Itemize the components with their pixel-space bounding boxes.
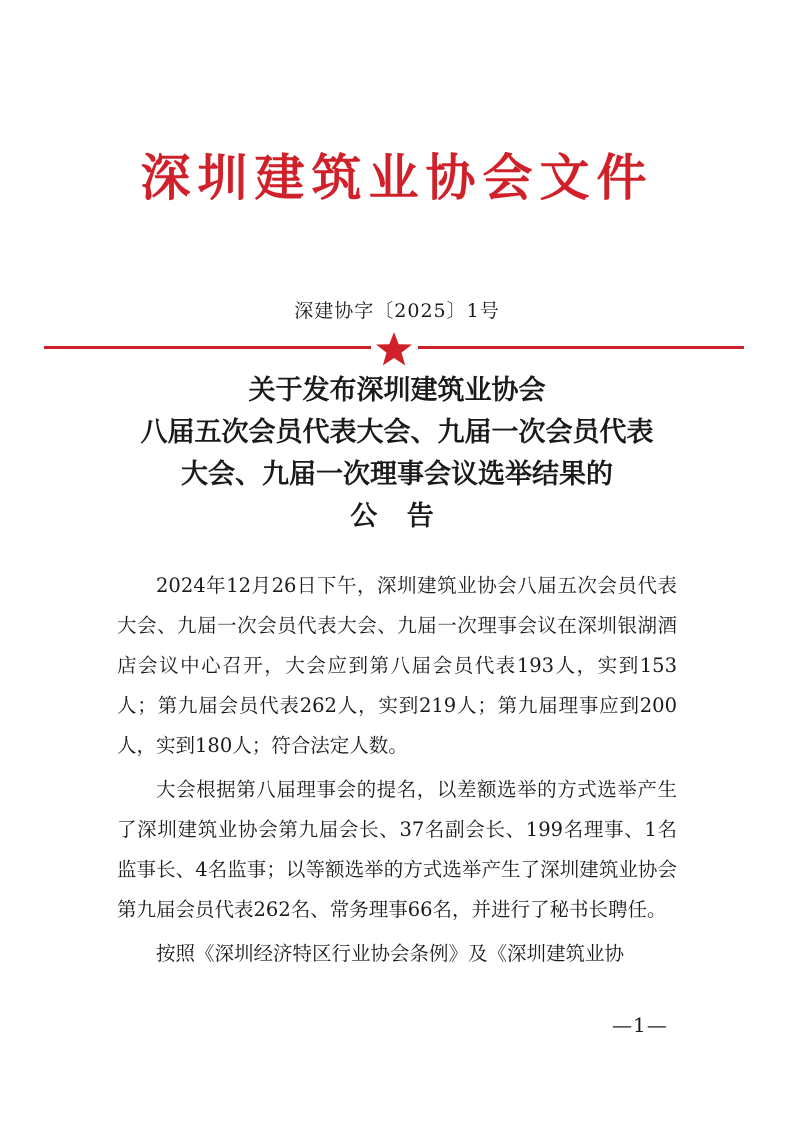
body-paragraph: 大会根据第八届理事会的提名，以差额选举的方式选举产生了深圳建筑业协会第九届会长、37名副会长、199名理事、1名监事长、4名监事；以等额选举的方式选举产生了深圳建筑业协会第九届会员代表262名、常务理事66名，并进行了秘书长聘任。: [117, 778, 677, 921]
star-icon: [374, 331, 414, 367]
notice-title-line: 关于发布深圳建筑业协会: [248, 375, 546, 406]
body-paragraph: 2024年12月26日下午，深圳建筑业协会八届五次会员代表大会、九届一次会员代表大会、九届一次理事会议在深圳银湖酒店会议中心召开，大会应到第八届会员代表193人，实到153人；第九届会员代表262人，实到219人；第九届理事应到200人，实到180人；符合法定人数。: [117, 574, 677, 757]
red-divider-left: [44, 346, 371, 349]
notice-title: [0, 370, 794, 538]
document-body: [117, 566, 677, 978]
notice-title-line: 大会、九届一次理事会议选举结果的: [181, 459, 613, 490]
notice-title-line: 公 告: [350, 501, 444, 532]
body-paragraph: 按照《深圳经济特区行业协会条例》及《深圳建筑业协: [156, 942, 625, 965]
document-header-title: 深圳建筑业协会文件: [140, 149, 654, 207]
document-number: 深建协字〔2025〕1号: [294, 300, 500, 322]
notice-title-line: 八届五次会员代表大会、九届一次会员代表: [140, 417, 654, 448]
page-number: —1—: [612, 1013, 668, 1037]
red-divider-right: [418, 346, 744, 349]
